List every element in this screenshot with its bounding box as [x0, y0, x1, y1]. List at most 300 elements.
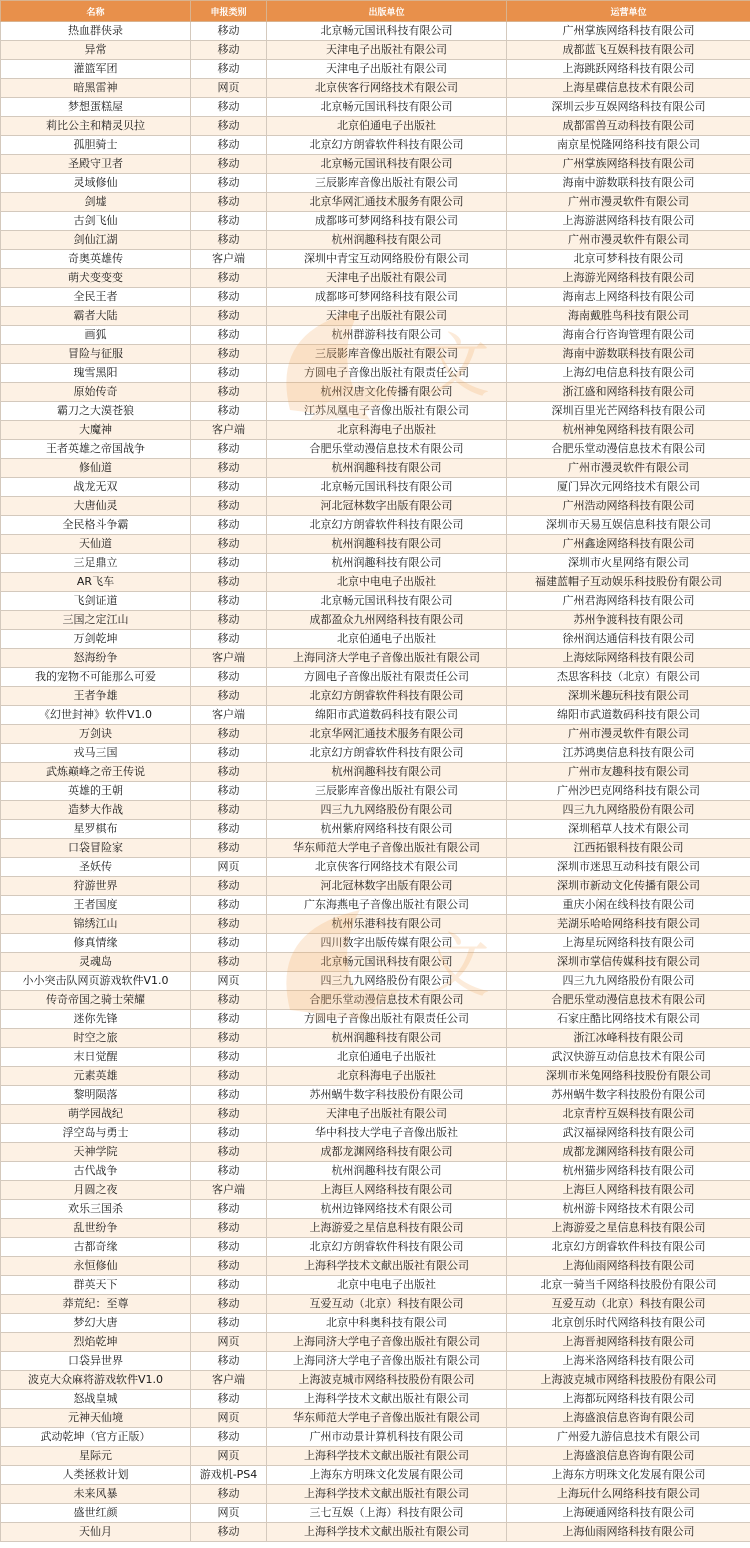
cell-name: 萌犬变变变 [1, 269, 191, 288]
cell-category: 移动 [191, 611, 267, 630]
table-row [1, 1010, 750, 1029]
cell-publisher: 合肥乐堂动漫信息技术有限公司 [267, 991, 507, 1010]
cell-operator: 深圳市天易互娱信息科技有限公司 [507, 516, 750, 535]
table-row [1, 1181, 750, 1200]
cell-name: 永恒修仙 [1, 1257, 191, 1276]
cell-operator: 上海玩什么网络科技有限公司 [507, 1485, 750, 1504]
cell-name: 戎马三国 [1, 744, 191, 763]
cell-publisher: 杭州紫府网络科技有限公司 [267, 820, 507, 839]
cell-name: 万剑乾坤 [1, 630, 191, 649]
cell-operator: 上海仙雨网络科技有限公司 [507, 1257, 750, 1276]
cell-name: 圣妖传 [1, 858, 191, 877]
cell-category: 移动 [191, 98, 267, 117]
cell-category: 网页 [191, 972, 267, 991]
cell-publisher: 苏州蜗牛数字科技股份有限公司 [267, 1086, 507, 1105]
cell-category: 移动 [191, 1067, 267, 1086]
cell-operator: 南京星悦隆网络科技有限公司 [507, 136, 750, 155]
table-row [1, 1200, 750, 1219]
cell-category: 移动 [191, 478, 267, 497]
cell-operator: 上海晋昶网络科技有限公司 [507, 1333, 750, 1352]
cell-name: AR飞车 [1, 573, 191, 592]
cell-category: 移动 [191, 763, 267, 782]
cell-publisher: 北京伯通电子出版社 [267, 630, 507, 649]
table-row [1, 1086, 750, 1105]
cell-category: 移动 [191, 991, 267, 1010]
cell-operator: 上海游湛网络科技有限公司 [507, 212, 750, 231]
cell-name: 我的宠物不可能那么可爱 [1, 668, 191, 687]
cell-publisher: 杭州润趣科技有限公司 [267, 554, 507, 573]
cell-category: 移动 [191, 1105, 267, 1124]
table-row [1, 1257, 750, 1276]
cell-operator: 江苏鸿奥信息科技有限公司 [507, 744, 750, 763]
cell-name: 末日觉醒 [1, 1048, 191, 1067]
cell-name: 战龙无双 [1, 478, 191, 497]
table-row [1, 668, 750, 687]
cell-name: 群英天下 [1, 1276, 191, 1295]
table-row [1, 478, 750, 497]
table-row [1, 858, 750, 877]
cell-operator: 广州市漫灵软件有限公司 [507, 725, 750, 744]
cell-publisher: 三辰影库音像出版社有限公司 [267, 174, 507, 193]
cell-publisher: 北京畅元国讯科技有限公司 [267, 478, 507, 497]
cell-name: 武炼巅峰之帝王传说 [1, 763, 191, 782]
cell-operator: 上海巨人网络科技有限公司 [507, 1181, 750, 1200]
cell-name: 未来风暴 [1, 1485, 191, 1504]
cell-category: 移动 [191, 535, 267, 554]
cell-category: 移动 [191, 1257, 267, 1276]
cell-name: 灵域修仙 [1, 174, 191, 193]
table-row [1, 934, 750, 953]
cell-operator: 海南合行咨询管理有限公司 [507, 326, 750, 345]
cell-operator: 深圳米趣玩科技有限公司 [507, 687, 750, 706]
cell-name: 灌篮军团 [1, 60, 191, 79]
cell-publisher: 北京畅元国讯科技有限公司 [267, 155, 507, 174]
table-row [1, 1333, 750, 1352]
cell-operator: 厦门异次元网络技术有限公司 [507, 478, 750, 497]
cell-category: 移动 [191, 402, 267, 421]
table-row [1, 1238, 750, 1257]
cell-category: 客户端 [191, 421, 267, 440]
cell-publisher: 杭州润趣科技有限公司 [267, 459, 507, 478]
cell-operator: 成都龙渊网络科技有限公司 [507, 1143, 750, 1162]
cell-category: 移动 [191, 497, 267, 516]
cell-name: 三足鼎立 [1, 554, 191, 573]
cell-publisher: 天津电子出版社有限公司 [267, 307, 507, 326]
cell-name: 异常 [1, 41, 191, 60]
cell-operator: 杰思客科技（北京）有限公司 [507, 668, 750, 687]
cell-category: 移动 [191, 440, 267, 459]
table-row [1, 1466, 750, 1485]
table-row [1, 1067, 750, 1086]
cell-publisher: 江苏凤凰电子音像出版社有限公司 [267, 402, 507, 421]
cell-name: 时空之旅 [1, 1029, 191, 1048]
header-category: 申报类别 [191, 1, 267, 22]
cell-publisher: 杭州汉唐文化传播有限公司 [267, 383, 507, 402]
cell-name: 修真情缘 [1, 934, 191, 953]
table-row [1, 763, 750, 782]
cell-publisher: 北京中科奥科技有限公司 [267, 1314, 507, 1333]
cell-publisher: 三七互娱（上海）科技有限公司 [267, 1504, 507, 1523]
table-row [1, 193, 750, 212]
cell-name: 剑仙江湖 [1, 231, 191, 250]
cell-operator: 广州爱九游信息技术有限公司 [507, 1428, 750, 1447]
header-name: 名称 [1, 1, 191, 22]
cell-category: 移动 [191, 1485, 267, 1504]
cell-category: 网页 [191, 1333, 267, 1352]
cell-operator: 杭州神兔网络科技有限公司 [507, 421, 750, 440]
cell-category: 移动 [191, 193, 267, 212]
cell-operator: 重庆小闲在线科技有限公司 [507, 896, 750, 915]
cell-operator: 海南志上网络科技有限公司 [507, 288, 750, 307]
table-row [1, 345, 750, 364]
cell-name: 元素英雄 [1, 1067, 191, 1086]
table-row [1, 1428, 750, 1447]
cell-publisher: 成都哆可梦网络科技有限公司 [267, 212, 507, 231]
cell-name: 大魔神 [1, 421, 191, 440]
cell-publisher: 上海同济大学电子音像出版社有限公司 [267, 649, 507, 668]
table-row [1, 326, 750, 345]
cell-category: 移动 [191, 820, 267, 839]
table-body [1, 22, 750, 1542]
cell-category: 网页 [191, 1504, 267, 1523]
cell-category: 移动 [191, 516, 267, 535]
cell-publisher: 绵阳市武道数码科技有限公司 [267, 706, 507, 725]
cell-category: 移动 [191, 174, 267, 193]
cell-operator: 广州市漫灵软件有限公司 [507, 231, 750, 250]
watermark-glyph: 文 [420, 925, 490, 1007]
cell-name: 莉比公主和精灵贝拉 [1, 117, 191, 136]
cell-category: 移动 [191, 41, 267, 60]
table-row [1, 573, 750, 592]
table-row [1, 782, 750, 801]
cell-operator: 上海米洛网络科技有限公司 [507, 1352, 750, 1371]
table-row [1, 1390, 750, 1409]
table-row [1, 972, 750, 991]
cell-operator: 上海游爱之星信息科技有限公司 [507, 1219, 750, 1238]
cell-category: 移动 [191, 326, 267, 345]
cell-name: 王者英雄之帝国战争 [1, 440, 191, 459]
watermark-glyph: 文 [420, 325, 490, 407]
cell-name: 浮空岛与勇士 [1, 1124, 191, 1143]
cell-operator: 深圳云步互娱网络科技有限公司 [507, 98, 750, 117]
cell-category: 移动 [191, 1048, 267, 1067]
cell-category: 移动 [191, 782, 267, 801]
table-row [1, 1276, 750, 1295]
cell-publisher: 上海科学技术文献出版社有限公司 [267, 1523, 507, 1542]
cell-publisher: 三辰影库音像出版社有限公司 [267, 782, 507, 801]
cell-operator: 广州市漫灵软件有限公司 [507, 193, 750, 212]
cell-name: 霸者大陆 [1, 307, 191, 326]
cell-category: 移动 [191, 801, 267, 820]
cell-operator: 深圳市火星网络有限公司 [507, 554, 750, 573]
table-row [1, 136, 750, 155]
table-row [1, 516, 750, 535]
table-row [1, 592, 750, 611]
cell-name: 天仙月 [1, 1523, 191, 1542]
cell-category: 移动 [191, 459, 267, 478]
table-row [1, 364, 750, 383]
cell-category: 移动 [191, 1029, 267, 1048]
cell-name: 万剑诀 [1, 725, 191, 744]
cell-operator: 合肥乐堂动漫信息技术有限公司 [507, 991, 750, 1010]
cell-operator: 上海游光网络科技有限公司 [507, 269, 750, 288]
cell-name: 霸刀之大漠苍狼 [1, 402, 191, 421]
cell-name: 热血群侠录 [1, 22, 191, 41]
cell-operator: 上海波克城市网络科技股份有限公司 [507, 1371, 750, 1390]
table-row [1, 820, 750, 839]
table-row [1, 307, 750, 326]
cell-publisher: 北京科海电子出版社 [267, 1067, 507, 1086]
cell-name: 孤胆骑士 [1, 136, 191, 155]
cell-operator: 海南中游数联科技有限公司 [507, 345, 750, 364]
cell-name: 武动乾坤（官方正版） [1, 1428, 191, 1447]
table-row [1, 1029, 750, 1048]
cell-publisher: 杭州润趣科技有限公司 [267, 1029, 507, 1048]
cell-category: 游戏机-PS4 [191, 1466, 267, 1485]
cell-publisher: 北京华网汇通技术服务有限公司 [267, 725, 507, 744]
cell-name: 暗黑雷神 [1, 79, 191, 98]
cell-operator: 苏州蜗牛数字科技股份有限公司 [507, 1086, 750, 1105]
cell-category: 移动 [191, 744, 267, 763]
cell-category: 移动 [191, 1314, 267, 1333]
table-row [1, 1295, 750, 1314]
cell-publisher: 四三九九网络股份有限公司 [267, 801, 507, 820]
cell-operator: 深圳市新动文化传播有限公司 [507, 877, 750, 896]
cell-category: 移动 [191, 554, 267, 573]
table-row [1, 421, 750, 440]
cell-operator: 上海幻电信息科技有限公司 [507, 364, 750, 383]
cell-name: 盛世红颜 [1, 1504, 191, 1523]
table-row [1, 1447, 750, 1466]
table-row [1, 117, 750, 136]
cell-name: 原始传奇 [1, 383, 191, 402]
cell-publisher: 成都盈众九州网络科技有限公司 [267, 611, 507, 630]
table-row [1, 801, 750, 820]
cell-category: 移动 [191, 592, 267, 611]
cell-name: 英雄的王朝 [1, 782, 191, 801]
cell-operator: 深圳市迷思互动科技有限公司 [507, 858, 750, 877]
cell-operator: 上海炫际网络科技有限公司 [507, 649, 750, 668]
cell-operator: 北京幻方朗睿软件科技有限公司 [507, 1238, 750, 1257]
table-row [1, 630, 750, 649]
cell-publisher: 北京科海电子出版社 [267, 421, 507, 440]
table-row [1, 1409, 750, 1428]
cell-name: 波克大众麻将游戏软件V1.0 [1, 1371, 191, 1390]
cell-operator: 石家庄酷比网络技术有限公司 [507, 1010, 750, 1029]
cell-operator: 武汉福禄网络科技有限公司 [507, 1124, 750, 1143]
cell-name: 口袋异世界 [1, 1352, 191, 1371]
cell-publisher: 杭州边锋网络技术有限公司 [267, 1200, 507, 1219]
cell-operator: 广州市友趣科技有限公司 [507, 763, 750, 782]
cell-operator: 广州掌族网络科技有限公司 [507, 155, 750, 174]
table-row [1, 402, 750, 421]
table-row [1, 953, 750, 972]
cell-name: 莽荒纪：至尊 [1, 1295, 191, 1314]
cell-name: 狩游世界 [1, 877, 191, 896]
cell-publisher: 上海科学技术文献出版社有限公司 [267, 1447, 507, 1466]
cell-publisher: 四川数字出版传媒有限公司 [267, 934, 507, 953]
cell-category: 移动 [191, 288, 267, 307]
cell-operator: 四三九九网络股份有限公司 [507, 801, 750, 820]
cell-category: 移动 [191, 117, 267, 136]
cell-category: 网页 [191, 79, 267, 98]
cell-category: 移动 [191, 877, 267, 896]
table-row [1, 915, 750, 934]
cell-operator: 武汉快游互动信息技术有限公司 [507, 1048, 750, 1067]
cell-category: 移动 [191, 22, 267, 41]
cell-name: 剑墟 [1, 193, 191, 212]
cell-name: 天仙道 [1, 535, 191, 554]
cell-publisher: 北京中电电子出版社 [267, 1276, 507, 1295]
cell-category: 移动 [191, 915, 267, 934]
table-header [1, 1, 750, 22]
cell-publisher: 杭州群游科技有限公司 [267, 326, 507, 345]
cell-name: 冒险与征服 [1, 345, 191, 364]
cell-operator: 浙江冰峰科技有限公司 [507, 1029, 750, 1048]
cell-category: 移动 [191, 155, 267, 174]
cell-publisher: 四三九九网络股份有限公司 [267, 972, 507, 991]
cell-publisher: 上海游爱之星信息科技有限公司 [267, 1219, 507, 1238]
table-row [1, 1219, 750, 1238]
cell-category: 移动 [191, 269, 267, 288]
cell-name: 《幻世封神》软件V1.0 [1, 706, 191, 725]
cell-category: 客户端 [191, 250, 267, 269]
cell-name: 黎明陨落 [1, 1086, 191, 1105]
cell-category: 客户端 [191, 1181, 267, 1200]
cell-publisher: 北京畅元国讯科技有限公司 [267, 592, 507, 611]
cell-category: 移动 [191, 136, 267, 155]
table-row [1, 687, 750, 706]
cell-operator: 成都蓝飞互娱科技有限公司 [507, 41, 750, 60]
cell-publisher: 北京畅元国讯科技有限公司 [267, 953, 507, 972]
cell-operator: 深圳市掌信传媒科技有限公司 [507, 953, 750, 972]
table-row [1, 706, 750, 725]
cell-category: 移动 [191, 896, 267, 915]
table-row [1, 1523, 750, 1542]
cell-operator: 海南戴胜鸟科技有限公司 [507, 307, 750, 326]
cell-operator: 成都雷兽互动科技有限公司 [507, 117, 750, 136]
header-row [1, 1, 750, 22]
cell-category: 移动 [191, 345, 267, 364]
cell-operator: 广州掌族网络科技有限公司 [507, 22, 750, 41]
cell-name: 欢乐三国杀 [1, 1200, 191, 1219]
cell-category: 客户端 [191, 1371, 267, 1390]
cell-category: 移动 [191, 725, 267, 744]
cell-operator: 杭州游卡网络技术有限公司 [507, 1200, 750, 1219]
cell-operator: 上海东方明珠文化发展有限公司 [507, 1466, 750, 1485]
table-row [1, 1485, 750, 1504]
cell-operator: 互爱互动（北京）科技有限公司 [507, 1295, 750, 1314]
cell-publisher: 方圆电子音像出版社有限责任公司 [267, 668, 507, 687]
cell-operator: 深圳稻草人技术有限公司 [507, 820, 750, 839]
cell-name: 灵魂岛 [1, 953, 191, 972]
cell-category: 移动 [191, 839, 267, 858]
cell-publisher: 杭州润趣科技有限公司 [267, 231, 507, 250]
cell-operator: 福建蓝帽子互动娱乐科技股份有限公司 [507, 573, 750, 592]
cell-publisher: 河北冠林数字出版有限公司 [267, 497, 507, 516]
cell-publisher: 上海同济大学电子音像出版社有限公司 [267, 1333, 507, 1352]
cell-category: 移动 [191, 1390, 267, 1409]
cell-name: 小小突击队网页游戏软件V1.0 [1, 972, 191, 991]
cell-category: 移动 [191, 1162, 267, 1181]
cell-publisher: 广东海燕电子音像出版社有限公司 [267, 896, 507, 915]
table-row [1, 1143, 750, 1162]
table-row [1, 1371, 750, 1390]
cell-publisher: 北京畅元国讯科技有限公司 [267, 98, 507, 117]
cell-name: 王者争雄 [1, 687, 191, 706]
cell-name: 天神学院 [1, 1143, 191, 1162]
cell-operator: 上海仙雨网络科技有限公司 [507, 1523, 750, 1542]
cell-category: 移动 [191, 1276, 267, 1295]
cell-name: 星际元 [1, 1447, 191, 1466]
cell-publisher: 北京畅元国讯科技有限公司 [267, 22, 507, 41]
cell-operator: 上海盛浪信息咨询有限公司 [507, 1447, 750, 1466]
cell-category: 客户端 [191, 649, 267, 668]
cell-name: 梦想蛋糕屋 [1, 98, 191, 117]
cell-operator: 深圳百里光芒网络科技有限公司 [507, 402, 750, 421]
cell-category: 网页 [191, 858, 267, 877]
cell-category: 移动 [191, 231, 267, 250]
cell-name: 迷你先锋 [1, 1010, 191, 1029]
cell-operator: 广州沙巴克网络科技有限公司 [507, 782, 750, 801]
cell-name: 全民格斗争霸 [1, 516, 191, 535]
table-row [1, 1105, 750, 1124]
table-row [1, 440, 750, 459]
cell-name: 造梦大作战 [1, 801, 191, 820]
cell-name: 奇奥英雄传 [1, 250, 191, 269]
cell-operator: 上海都玩网络科技有限公司 [507, 1390, 750, 1409]
cell-publisher: 北京幻方朗睿软件科技有限公司 [267, 744, 507, 763]
table-row [1, 231, 750, 250]
cell-name: 烈焰乾坤 [1, 1333, 191, 1352]
cell-name: 星罗棋布 [1, 820, 191, 839]
cell-category: 移动 [191, 1010, 267, 1029]
cell-publisher: 北京幻方朗睿软件科技有限公司 [267, 1238, 507, 1257]
cell-category: 移动 [191, 1238, 267, 1257]
table-row [1, 554, 750, 573]
table-row [1, 212, 750, 231]
cell-operator: 上海星玩网络科技有限公司 [507, 934, 750, 953]
cell-name: 画狐 [1, 326, 191, 345]
table-row [1, 79, 750, 98]
cell-name: 梦幻大唐 [1, 1314, 191, 1333]
cell-publisher: 北京侠客行网络技术有限公司 [267, 79, 507, 98]
cell-publisher: 天津电子出版社有限公司 [267, 60, 507, 79]
cell-category: 移动 [191, 1143, 267, 1162]
cell-category: 移动 [191, 1428, 267, 1447]
table-row [1, 535, 750, 554]
cell-category: 移动 [191, 934, 267, 953]
cell-category: 移动 [191, 953, 267, 972]
cell-publisher: 上海同济大学电子音像出版社有限公司 [267, 1352, 507, 1371]
cell-operator: 广州市漫灵软件有限公司 [507, 459, 750, 478]
cell-category: 移动 [191, 687, 267, 706]
table-row [1, 22, 750, 41]
cell-publisher: 方圆电子音像出版社有限责任公司 [267, 364, 507, 383]
cell-category: 移动 [191, 1295, 267, 1314]
cell-publisher: 天津电子出版社有限公司 [267, 41, 507, 60]
table-row [1, 1314, 750, 1333]
cell-publisher: 北京幻方朗睿软件科技有限公司 [267, 516, 507, 535]
cell-operator: 上海跳跃网络科技有限公司 [507, 60, 750, 79]
cell-category: 移动 [191, 212, 267, 231]
table-row [1, 497, 750, 516]
cell-publisher: 天津电子出版社有限公司 [267, 1105, 507, 1124]
cell-publisher: 河北冠林数字出版有限公司 [267, 877, 507, 896]
cell-publisher: 北京伯通电子出版社 [267, 1048, 507, 1067]
cell-publisher: 华东师范大学电子音像出版社有限公司 [267, 1409, 507, 1428]
cell-publisher: 北京伯通电子出版社 [267, 117, 507, 136]
